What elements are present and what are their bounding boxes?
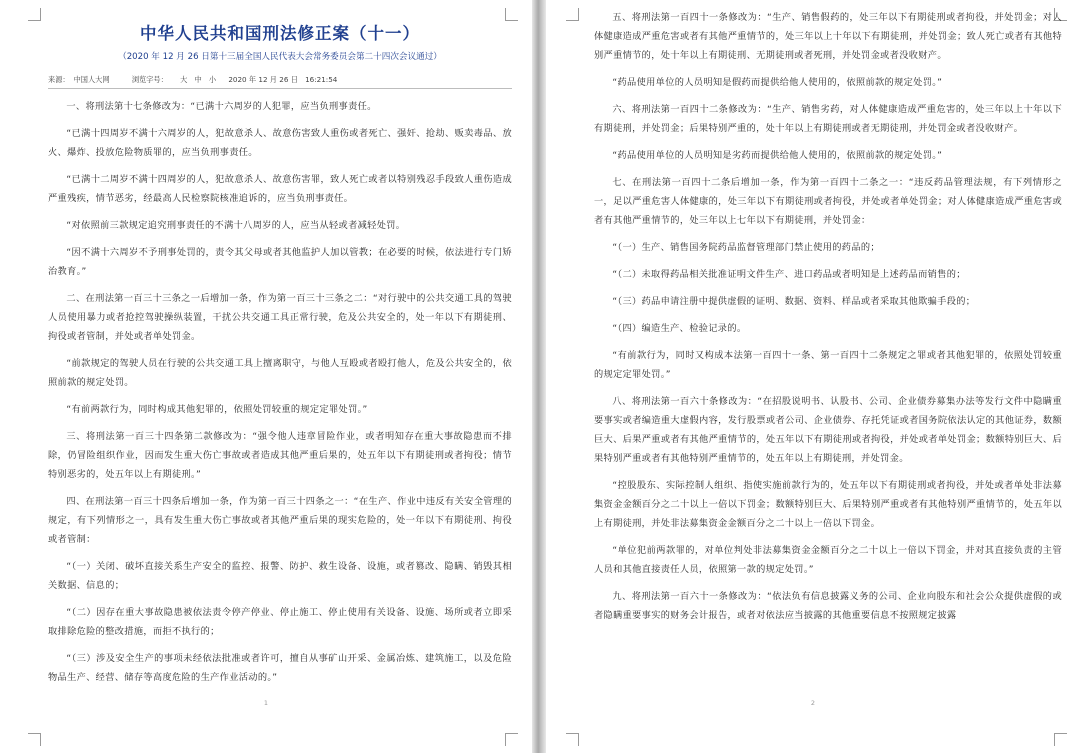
body-paragraph: 九、将刑法第一百六十一条修改为：“依法负有信息披露义务的公司、企业向股东和社会公众提供虚假的或者隐瞒重要事实的财务会计报告，或者对依法应当披露的其他重要信息不按照规定披露 — [594, 591, 1062, 621]
body-paragraph: “单位犯前两款罪的，对单位判处非法募集资金金额百分之二十以上一倍以下罚金，并对其直接负责的主管人员和其他直接责任人员，依照第一款的规定处罚。” — [594, 545, 1062, 575]
body-paragraph: “已满十四周岁不满十六周岁的人，犯故意杀人、故意伤害致人重伤或者死亡、强奸、抢劫、贩卖毒品、放火、爆炸、投放危险物质罪的，应当负刑事责任。 — [48, 128, 512, 158]
document-subtitle: （2020 年 12 月 26 日第十三届全国人民代表大会常务委员会第二十四次会议通过） — [118, 52, 442, 62]
page-2-body — [594, 8, 1062, 625]
body-paragraph: “有前款行为，同时又构成本法第一百四十一条、第一百四十二条规定之罪或者其他犯罪的，依照处罚较重的规定定罪处罚。” — [594, 350, 1062, 380]
font-size-options: 大 中 小 — [180, 75, 217, 84]
crop-mark — [1054, 733, 1067, 746]
page-gutter — [532, 0, 546, 753]
page-2-content — [594, 8, 1062, 633]
body-paragraph: “前款规定的驾驶人员在行驶的公共交通工具上擅离职守，与他人互殴或者殴打他人，危及公共安全的，依照前款的规定处罚。 — [48, 358, 512, 388]
crop-mark — [505, 8, 518, 21]
body-paragraph: 七、在刑法第一百四十二条后增加一条，作为第一百四十二条之一：“违反药品管理法规，有下列情形之一，足以严重危害人体健康的，处三年以下有期徒刑或者拘役，并处或者单处罚金；对人体健康造成严重危害或者有其他严重情节的，处三年以上七年以下有期徒刑，并处罚金： — [594, 177, 1062, 226]
body-paragraph: “（三）涉及安全生产的事项未经依法批准或者许可，擅自从事矿山开采、金属冶炼、建筑施工，以及危险物品生产、经营、储存等高度危险的生产作业活动的。” — [48, 653, 512, 683]
publish-datetime: 2020 年 12 月 26 日 16:21:54 — [228, 75, 338, 84]
body-paragraph: “（一）生产、销售国务院药品监督管理部门禁止使用的药品的； — [612, 242, 880, 253]
crop-mark — [28, 733, 41, 746]
page-number: 1 — [263, 699, 269, 707]
crop-mark — [28, 8, 41, 21]
page-number: 2 — [810, 699, 816, 707]
document-title: 中华人民共和国刑法修正案（十一） — [140, 24, 420, 43]
page-1-body — [48, 97, 512, 687]
body-paragraph: “控股股东、实际控制人组织、指使实施前款行为的，处五年以下有期徒刑或者拘役，并处或者单处非法募集资金金额百分之二十以上一倍以下罚金；数额特别巨大、后果特别严重或者有其他特别严重情节的，处五年以上有期徒刑，并处非法募集资金金额百分之二十以上一倍以下罚金。 — [594, 480, 1062, 529]
document-page-1 — [0, 0, 532, 753]
body-paragraph: “（四）编造生产、检验记录的。 — [612, 323, 747, 334]
body-paragraph: “药品使用单位的人员明知是假药而提供给他人使用的，依照前款的规定处罚。” — [612, 77, 943, 88]
font-size-label: 浏览字号： — [131, 75, 168, 84]
body-paragraph: 一、将刑法第十七条修改为：“已满十六周岁的人犯罪，应当负刑事责任。 — [66, 101, 377, 112]
source-value: 中国人大网 — [73, 75, 110, 84]
page-1-content — [48, 22, 512, 695]
crop-mark — [505, 733, 518, 746]
body-paragraph: 四、在刑法第一百三十四条后增加一条，作为第一百三十四条之一：“在生产、作业中违反有关安全管理的规定，有下列情形之一，具有发生重大伤亡事故或者其他严重后果的现实危险的，处一年以下有期徒刑、拘役或者管制： — [48, 496, 512, 545]
document-page-2 — [546, 0, 1080, 753]
body-paragraph: “有前两款行为，同时构成其他犯罪的，依照处罚较重的规定定罪处罚。” — [66, 404, 368, 415]
crop-mark — [566, 8, 579, 21]
body-paragraph: “（一）关闭、破坏直接关系生产安全的监控、报警、防护、救生设备、设施，或者篡改、隐瞒、销毁其相关数据、信息的； — [48, 561, 512, 591]
body-paragraph: “（二）未取得药品相关批准证明文件生产、进口药品或者明知是上述药品而销售的； — [612, 269, 966, 280]
body-paragraph: 八、将刑法第一百六十条修改为：“在招股说明书、认股书、公司、企业债券募集办法等发行文件中隐瞒重要事实或者编造重大虚假内容，发行股票或者公司、企业债券、存托凭证或者国务院依法认定的其他证券，数额巨大、后果严重或者有其他严重情节的，处五年以下有期徒刑或者拘役，并处或者单处罚金；数额特别巨大、后果特别严重或者有其他特别严重情节的，处五年以上有期徒刑，并处罚金。 — [594, 396, 1062, 464]
body-paragraph: 三、将刑法第一百三十四条第二款修改为：“强令他人违章冒险作业，或者明知存在重大事故隐患而不排除，仍冒险组织作业，因而发生重大伤亡事故或者造成其他严重后果的，处五年以下有期徒刑或者拘役；情节特别恶劣的，处五年以上有期徒刑。” — [48, 431, 512, 480]
body-paragraph: “药品使用单位的人员明知是劣药而提供给他人使用的，依照前款的规定处罚。” — [612, 150, 943, 161]
body-paragraph: “（三）药品申请注册中提供虚假的证明、数据、资料、样品或者采取其他欺骗手段的； — [612, 296, 976, 307]
meta-divider — [48, 88, 512, 89]
crop-mark — [566, 733, 579, 746]
body-paragraph: 六、将刑法第一百四十二条修改为：“生产、销售劣药，对人体健康造成严重危害的，处三年以上十年以下有期徒刑，并处罚金；后果特别严重的，处十年以上有期徒刑或者无期徒刑，并处罚金或者没收财产。 — [594, 104, 1062, 134]
body-paragraph: 二、在刑法第一百三十三条之一后增加一条，作为第一百三十三条之二：“对行驶中的公共交通工具的驾驶人员使用暴力或者抢控驾驶操纵装置，干扰公共交通工具正常行驶，危及公共安全的，处一年以下有期徒刑、拘役或者管制，并处或者单处罚金。 — [48, 293, 512, 342]
body-paragraph: “已满十二周岁不满十四周岁的人，犯故意杀人、故意伤害罪，致人死亡或者以特别残忍手段致人重伤造成严重残疾，情节恶劣，经最高人民检察院核准追诉的，应当负刑事责任。 — [48, 174, 512, 204]
body-paragraph: “因不满十六周岁不予刑事处罚的，责令其父母或者其他监护人加以管教；在必要的时候，依法进行专门矫治教育。” — [48, 247, 512, 277]
article-meta — [48, 75, 512, 85]
body-paragraph: 五、将刑法第一百四十一条修改为：“生产、销售假药的，处三年以下有期徒刑或者拘役，并处罚金；对人体健康造成严重危害或者有其他严重情节的，处三年以上十年以下有期徒刑，并处罚金；致人死亡或者有其他特别严重情节的，处十年以上有期徒刑、无期徒刑或者死刑，并处罚金或者没收财产。 — [594, 12, 1062, 61]
body-paragraph: “（二）因存在重大事故隐患被依法责令停产停业、停止施工、停止使用有关设备、设施、场所或者立即采取排除危险的整改措施，而拒不执行的； — [48, 607, 512, 637]
body-paragraph: “对依照前三款规定追究刑事责任的不满十八周岁的人，应当从轻或者减轻处罚。 — [66, 220, 406, 231]
source-label: 来源： 中国人大网 — [48, 75, 110, 84]
